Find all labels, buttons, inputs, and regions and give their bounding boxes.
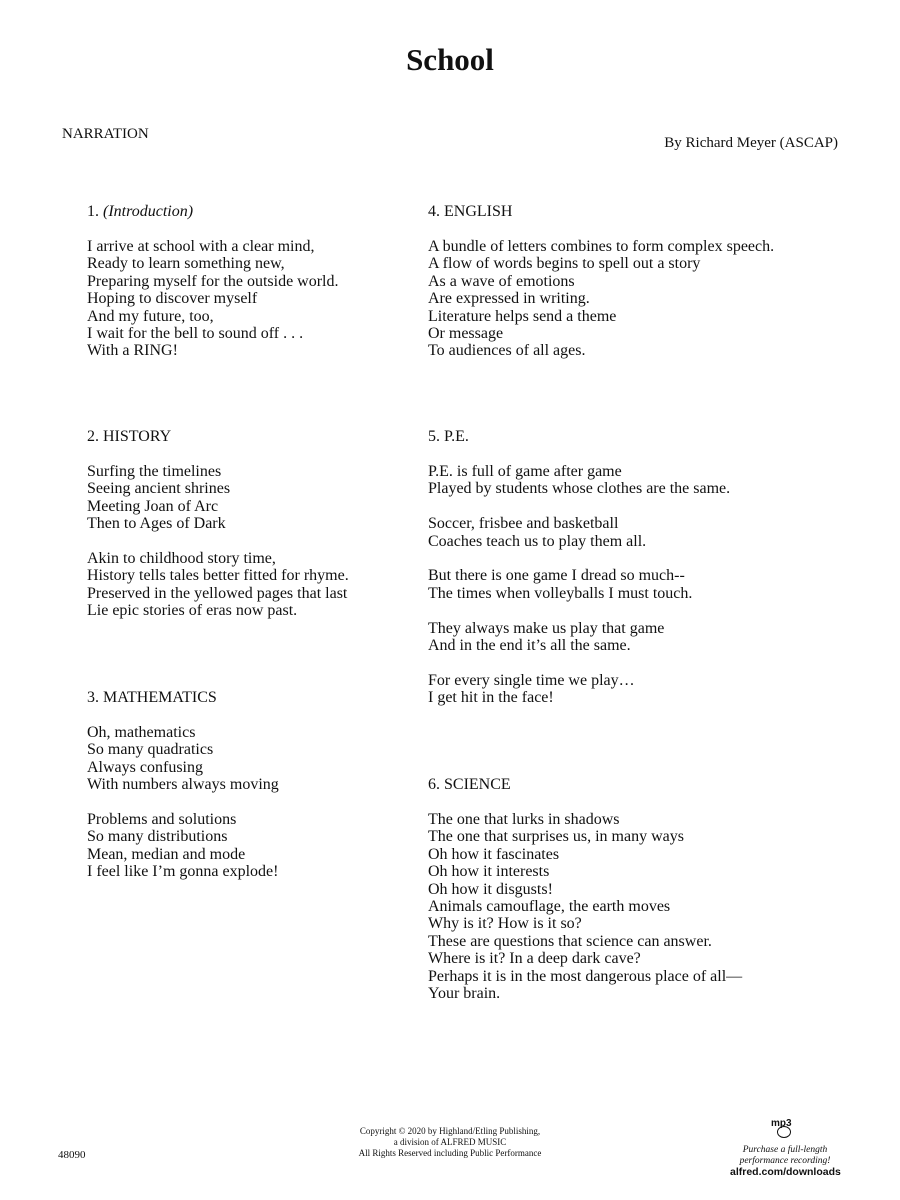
poem-line: Akin to childhood story time,	[87, 550, 276, 568]
section-introduction	[87, 203, 339, 360]
stanza-group	[87, 238, 339, 360]
poem-line: Perhaps it is in the most dangerous place of all—	[428, 967, 743, 985]
stanza	[428, 463, 730, 498]
stanza	[428, 567, 730, 602]
poem-line: Why is it? How is it so?	[428, 915, 582, 933]
poem-line: Ready to learn something new,	[87, 255, 285, 273]
stanza-group	[87, 463, 349, 620]
section-number: 1.	[87, 203, 99, 220]
section-heading-text: (Introduction)	[103, 203, 194, 220]
section-science	[428, 776, 742, 1002]
stanza	[428, 672, 730, 707]
poem-line: So many quadratics	[87, 741, 214, 759]
stanza	[87, 550, 349, 620]
section-history	[87, 428, 349, 620]
poem-line: Coaches teach us to play them all.	[428, 532, 647, 550]
mp3-icon-label: mp3	[771, 1118, 792, 1129]
poem-line: But there is one game I dread so much--	[428, 567, 685, 585]
section-pe	[428, 428, 730, 707]
copyright-line: All Rights Reserved including Public Performance	[358, 1148, 542, 1158]
section-heading: 3. MATHEMATICS	[87, 689, 217, 706]
poem-line: Are expressed in writing.	[428, 290, 590, 308]
poem-line: Preserved in the yellowed pages that last	[87, 584, 348, 602]
poem-line: And my future, too,	[87, 307, 214, 325]
poem-line: Animals camouflage, the earth moves	[428, 898, 671, 916]
narration-label: NARRATION	[62, 126, 149, 142]
poem-line: With a RING!	[87, 342, 178, 360]
poem-line: I feel like I’m gonna explode!	[87, 863, 279, 881]
poem-line: So many distributions	[87, 828, 228, 846]
page-title: School	[406, 42, 494, 77]
poem-line: A bundle of letters combines to form complex speech.	[428, 238, 775, 255]
poem-line: History tells tales better fitted for rhyme.	[87, 567, 349, 585]
stanza-group	[428, 811, 742, 1002]
section-mathematics	[87, 689, 279, 881]
poem-line: I get hit in the face!	[428, 689, 554, 707]
section-heading: 4. ENGLISH	[428, 203, 513, 220]
poem-line: Soccer, frisbee and basketball	[428, 515, 619, 533]
poem-line: Seeing ancient shrines	[87, 480, 231, 498]
download-badge[interactable]	[730, 1118, 840, 1178]
poem-line: Oh, mathematics	[87, 724, 196, 741]
section-english	[428, 203, 774, 360]
poem-line: Literature helps send a theme	[428, 307, 617, 325]
stanza	[87, 724, 279, 794]
section-heading: 6. SCIENCE	[428, 776, 511, 793]
download-link[interactable]: alfred.com/downloads	[730, 1166, 841, 1178]
section-heading	[87, 203, 339, 221]
stanza-group	[428, 238, 774, 360]
poem-line: The times when volleyballs I must touch.	[428, 584, 693, 602]
section-heading: 5. P.E.	[428, 428, 469, 445]
poem-line: They always make us play that game	[428, 619, 665, 637]
stanza-group	[428, 463, 730, 707]
copyright-line: a division of ALFRED MUSIC	[393, 1137, 507, 1147]
poem-line: Then to Ages of Dark	[87, 515, 226, 533]
poem-line: Preparing myself for the outside world.	[87, 272, 339, 290]
poem-line: Where is it? In a deep dark cave?	[428, 950, 641, 968]
poem-line: Mean, median and mode	[87, 845, 246, 863]
stanza	[428, 238, 774, 360]
poem-line: These are questions that science can answer.	[428, 932, 712, 950]
copyright-line: Copyright © 2020 by Highland/Etling Publishing,	[359, 1126, 541, 1136]
poem-line: Oh how it fascinates	[428, 845, 560, 863]
stanza	[87, 463, 349, 533]
poem-line: Or message	[428, 325, 504, 343]
badge-text-line: performance recording!	[739, 1155, 831, 1166]
poem-line: With numbers always moving	[87, 776, 279, 794]
mp3-icon	[771, 1118, 799, 1140]
poem-line: For every single time we play…	[428, 671, 635, 689]
poem-line: Oh how it disgusts!	[428, 880, 553, 898]
poem-line: As a wave of emotions	[428, 272, 575, 290]
poem-line: And in the end it’s all the same.	[428, 637, 631, 655]
section-heading: 2. HISTORY	[87, 428, 172, 445]
poem-line: Surfing the timelines	[87, 463, 222, 480]
poem-line: The one that lurks in shadows	[428, 811, 620, 828]
poem-line: Oh how it interests	[428, 863, 550, 881]
poem-line: I wait for the bell to sound off . . .	[87, 325, 304, 343]
stanza	[87, 811, 279, 881]
poem-line: Your brain.	[428, 985, 501, 1003]
poem-line: Always confusing	[87, 758, 203, 776]
stanza	[87, 238, 339, 360]
badge-text-line: Purchase a full-length	[742, 1145, 828, 1155]
poem-line: To audiences of all ages.	[428, 342, 586, 360]
stanza	[428, 515, 730, 550]
poem-line: The one that surprises us, in many ways	[428, 828, 684, 846]
stanza	[428, 620, 730, 655]
poem-line: Lie epic stories of eras now past.	[87, 602, 298, 620]
poem-line: A flow of words begins to spell out a story	[428, 255, 701, 273]
stanza	[428, 811, 742, 1002]
poem-line: Hoping to discover myself	[87, 290, 258, 308]
poem-line: Problems and solutions	[87, 811, 237, 829]
poem-line: Meeting Joan of Arc	[87, 497, 219, 515]
poem-line: I arrive at school with a clear mind,	[87, 238, 315, 255]
catalog-number: 48090	[58, 1149, 86, 1161]
composer-credit: By Richard Meyer (ASCAP)	[664, 135, 838, 151]
stanza-group	[87, 724, 279, 881]
poem-line: P.E. is full of game after game	[428, 463, 622, 480]
poem-line: Played by students whose clothes are the same.	[428, 480, 731, 498]
